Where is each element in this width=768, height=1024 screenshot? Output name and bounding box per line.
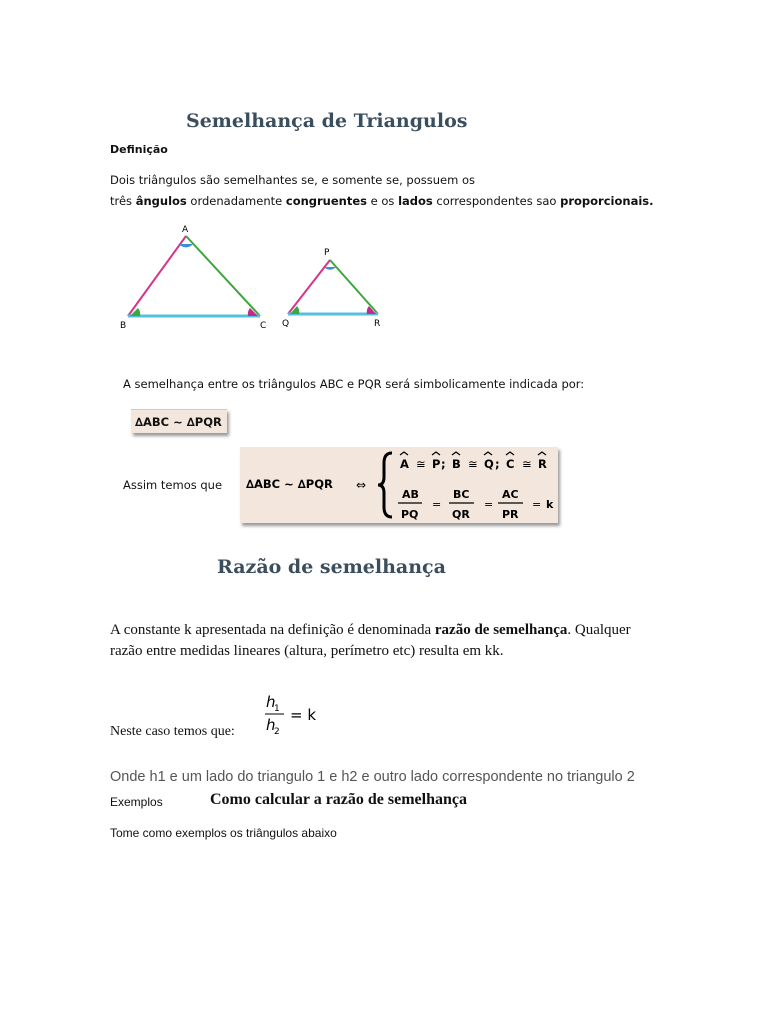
definition-line-1: Dois triângulos são semelhantes se, e somente se, possuem os bbox=[110, 173, 475, 187]
vertex-r-label: R bbox=[374, 319, 381, 329]
vertex-b-label: B bbox=[120, 321, 127, 331]
cong-1: ≅ bbox=[416, 457, 426, 471]
section-title-razao: Razão de semelhança bbox=[217, 556, 446, 578]
similarity-notation-box: ∆ABC ~ ∆PQR bbox=[131, 409, 227, 433]
angle-p: P bbox=[432, 457, 441, 471]
ratio-1-num: AB bbox=[402, 488, 419, 501]
side-pr bbox=[330, 260, 378, 314]
angle-b: B bbox=[452, 457, 461, 471]
formula-num: h bbox=[266, 693, 276, 711]
symbolic-notation-text: A semelhança entre os triângulos ABC e PQR será simbolicamente indicada por: bbox=[123, 377, 585, 391]
ratio-3-num: AC bbox=[502, 488, 519, 501]
similarity-definition-box bbox=[240, 447, 558, 523]
angle-q: Q bbox=[484, 457, 494, 471]
ratio-3-den: PR bbox=[502, 508, 519, 521]
side-ac bbox=[186, 236, 260, 316]
separator-1: ; bbox=[441, 457, 446, 471]
equals-2: = bbox=[484, 498, 494, 511]
ratio-k: k bbox=[546, 498, 554, 511]
vertex-c-label: C bbox=[260, 321, 267, 331]
cong-3: ≅ bbox=[522, 457, 532, 471]
vertex-a-label: A bbox=[182, 225, 189, 235]
height-ratio-formula bbox=[262, 690, 332, 740]
iff-symbol: ⇔ bbox=[356, 478, 367, 492]
formula-num-sub: 1 bbox=[274, 704, 280, 714]
ratio-2-den: QR bbox=[452, 508, 470, 521]
formula-rhs: = k bbox=[290, 706, 317, 724]
angle-a: A bbox=[400, 457, 409, 471]
vertex-q-label: Q bbox=[282, 319, 290, 329]
ratio-1-den: PQ bbox=[401, 508, 419, 521]
angle-c: C bbox=[506, 457, 515, 471]
angle-p-marker bbox=[324, 267, 336, 270]
formula-lhs: ∆ABC ~ ∆PQR bbox=[246, 477, 333, 491]
angle-hats bbox=[400, 452, 546, 455]
exemplos-label: Exemplos bbox=[110, 795, 163, 809]
similar-triangles-figure bbox=[110, 220, 400, 335]
separator-2: ; bbox=[495, 457, 500, 471]
angle-a-marker bbox=[179, 244, 193, 247]
neste-caso-text: Neste caso temos que: bbox=[110, 724, 235, 739]
ratio-2-num: BC bbox=[453, 488, 470, 501]
page-title: Semelhança de Triangulos bbox=[186, 110, 468, 132]
definition-line-2: três ângulos ordenadamente congruentes e os lados correspondentes sao proporcionais. bbox=[110, 194, 654, 208]
onde-text: Onde h1 e um lado do triangulo 1 e h2 e outro lado correspondente no triangulo 2 bbox=[110, 769, 635, 785]
equals-1: = bbox=[432, 498, 442, 511]
cong-2: ≅ bbox=[468, 457, 478, 471]
definition-heading: Definição bbox=[110, 143, 168, 156]
razao-paragraph-line-1: A constante k apresentada na definição é denominada razão de semelhança. Qualquer bbox=[110, 622, 631, 638]
razao-paragraph-line-2: razão entre medidas lineares (altura, perímetro etc) resulta em kk. bbox=[110, 643, 504, 659]
assim-label: Assim temos que bbox=[123, 478, 223, 492]
como-calcular-heading: Como calcular a razão de semelhança bbox=[210, 791, 467, 808]
equals-3: = bbox=[532, 498, 542, 511]
side-pq bbox=[288, 260, 330, 314]
tome-text: Tome como exemplos os triângulos abaixo bbox=[110, 826, 337, 840]
formula-den: h bbox=[266, 716, 276, 734]
formula-den-sub: 2 bbox=[274, 727, 280, 737]
left-brace bbox=[378, 453, 392, 517]
similarity-definition-formula bbox=[240, 447, 558, 523]
vertex-p-label: P bbox=[324, 248, 330, 258]
angle-r: R bbox=[538, 457, 547, 471]
side-ab bbox=[128, 236, 186, 316]
